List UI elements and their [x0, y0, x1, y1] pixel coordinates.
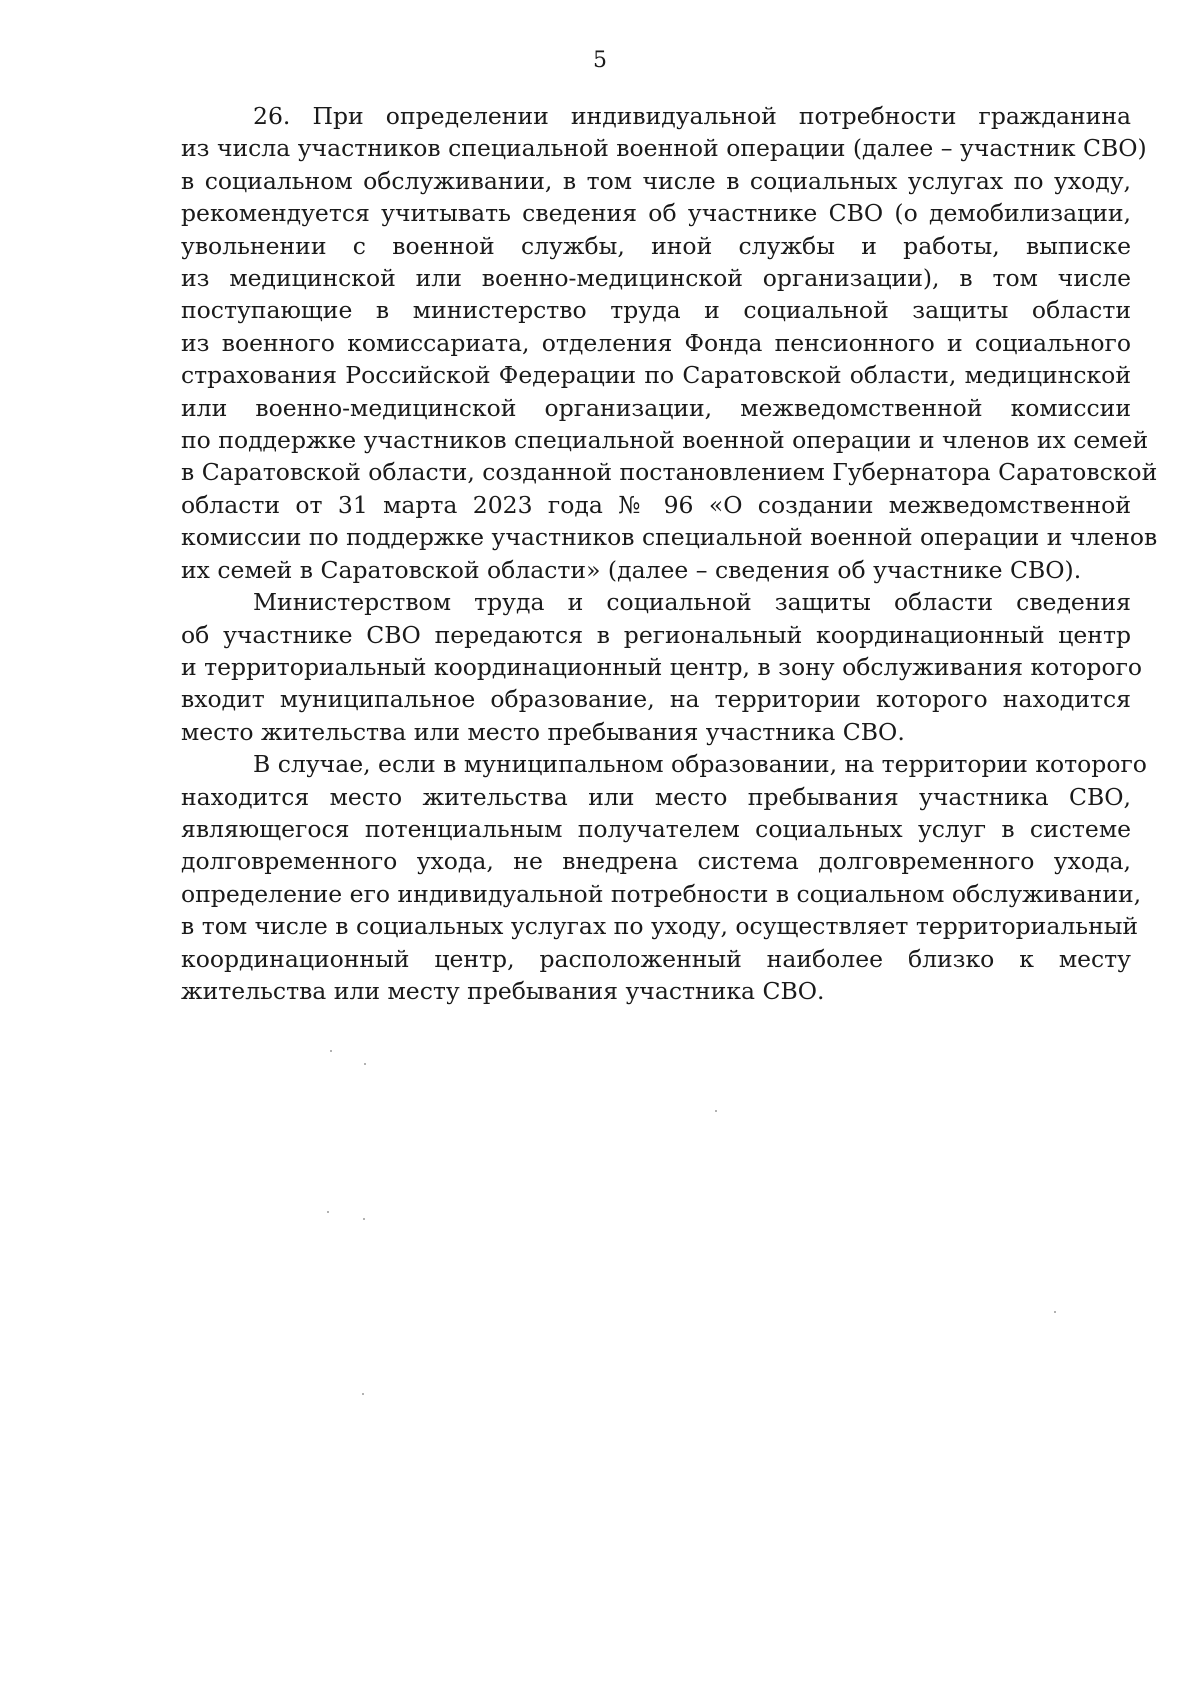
scan-speck [715, 1110, 717, 1112]
text-line: рекомендуется учитывать сведения об участнике СВО (о демобилизации, [181, 199, 1131, 228]
text-line: области от 31 марта 2023 года № 96 «О создании межведомственной [181, 490, 1131, 519]
text-line: определение его индивидуальной потребности в социальном обслуживании, [181, 879, 1142, 908]
text-line: из медицинской или военно-медицинской организации), в том числе [181, 264, 1131, 293]
scan-speck [363, 1218, 365, 1220]
paragraph-26 [181, 100, 1158, 586]
document-body [181, 100, 1158, 1007]
scan-speck [364, 1063, 366, 1065]
text-line: в социальном обслуживании, в том числе в социальных услугах по уходу, [181, 166, 1131, 195]
paragraph-no-ltc-system [181, 748, 1147, 1007]
text-line: увольнении с военной службы, иной службы и работы, выписке [181, 231, 1131, 260]
text-line: Министерством труда и социальной защиты области сведения [253, 588, 1131, 617]
text-line: из военного комиссариата, отделения Фонда пенсионного и социального [181, 328, 1131, 357]
scan-speck [327, 1211, 329, 1213]
text-line: являющегося потенциальным получателем социальных услуг в системе [181, 814, 1131, 843]
paragraph-ministry-transfer [181, 586, 1143, 748]
text-line: комиссии по поддержке участников специальной военной операции и членов [181, 523, 1158, 552]
text-line: из числа участников специальной военной операции (далее – участник СВО) [181, 134, 1147, 163]
text-line: долговременного ухода, не внедрена система долговременного ухода, [181, 847, 1131, 876]
text-line: входит муниципальное образование, на территории которого находится [181, 685, 1131, 714]
text-line: координационный центр, расположенный наиболее близко к месту [181, 944, 1131, 973]
text-line: об участнике СВО передаются в региональный координационный центр [181, 620, 1131, 649]
scan-speck [1054, 1311, 1056, 1313]
text-line: поступающие в министерство труда и социальной защиты области [181, 296, 1131, 325]
text-line: их семей в Саратовской области» (далее – сведения об участнике СВО). [181, 555, 1082, 584]
text-line: в Саратовской области, созданной постановлением Губернатора Саратовской [181, 458, 1158, 487]
text-line: В случае, если в муниципальном образовании, на территории которого [253, 750, 1147, 779]
text-line: в том числе в социальных услугах по уходу, осуществляет территориальный [181, 912, 1139, 941]
text-line: 26. При определении индивидуальной потребности гражданина [253, 102, 1131, 130]
text-line: жительства или месту пребывания участника СВО. [181, 976, 825, 1005]
page-number: 5 [593, 48, 607, 73]
text-line: и территориальный координационный центр, в зону обслуживания которого [181, 652, 1143, 681]
scan-speck [362, 1393, 364, 1395]
text-line: по поддержке участников специальной военной операции и членов их семей [181, 426, 1149, 455]
scan-speck [330, 1050, 332, 1052]
text-line: место жительства или место пребывания участника СВО. [181, 717, 905, 746]
text-line: или военно-медицинской организации, межведомственной комиссии [181, 393, 1131, 422]
text-line: находится место жительства или место пребывания участника СВО, [181, 782, 1131, 811]
text-line: страхования Российской Федерации по Саратовской области, медицинской [181, 361, 1131, 390]
